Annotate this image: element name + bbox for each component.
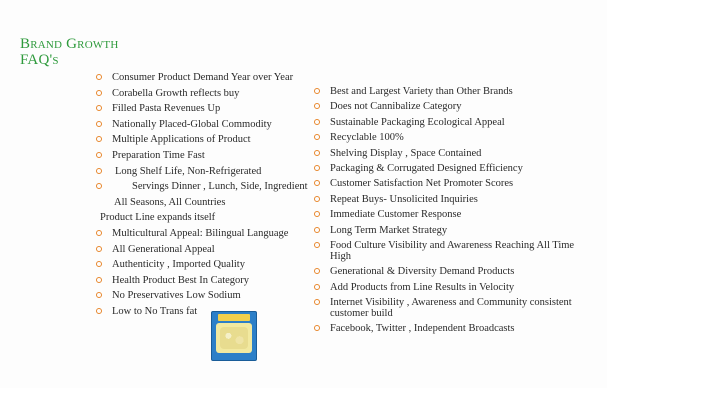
list-item: Shelving Display , Space Contained [314,148,586,159]
bullet-icon [96,121,102,127]
list-item: Best and Largest Variety than Other Brands [314,86,586,97]
list-item: Long Term Market Strategy [314,225,586,236]
list-item: All Generational Appeal [96,244,320,255]
list-item: Health Product Best In Category [96,275,320,286]
bullet-icon [96,183,102,189]
bullet-icon [314,150,320,156]
bullet-icon [314,268,320,274]
list-item: All Seasons, All Countries [114,196,226,208]
list-item: Multiple Applications of Product [96,134,320,145]
list-item: Add Products from Line Results in Velocity [314,282,586,293]
list-item: Nationally Placed-Global Commodity [96,119,320,130]
bullet-icon [96,292,102,298]
list-item: Authenticity , Imported Quality [96,259,320,270]
slide-title [20,36,118,68]
list-item: Facebook, Twitter , Independent Broadcasts [314,323,586,334]
list-item: Does not Cannibalize Category [314,101,586,112]
list-item: Immediate Customer Response [314,209,586,220]
list-item: Filled Pasta Revenues Up [96,103,320,114]
list-item: Long Shelf Life, Non-Refrigerated [96,166,320,177]
list-item: Customer Satisfaction Net Promoter Scores [314,178,586,189]
package-label [218,314,250,321]
right-bullet-list [314,86,586,339]
bullet-icon [314,119,320,125]
list-item: No Preservatives Low Sodium [96,290,320,301]
list-item: Product Line expands itself [100,212,216,224]
list-item: Servings Dinner , Lunch, Side, Ingredient [96,181,320,192]
bullet-icon [314,325,320,331]
bullet-icon [314,88,320,94]
bullet-icon [314,165,320,171]
bullet-icon [314,242,320,248]
bullet-icon [96,136,102,142]
bullet-icon [96,152,102,158]
list-item: Generational & Diversity Demand Products [314,266,586,277]
list-item: Consumer Product Demand Year over Year [96,72,320,83]
list-item: Internet Visibility , Awareness and Community consistent customer build [314,297,586,319]
package-pasta [220,327,248,349]
bullet-icon [314,211,320,217]
bullet-icon [96,105,102,111]
list-item: Food Culture Visibility and Awareness Reaching All Time High [314,240,586,262]
bullet-icon [314,227,320,233]
bullet-icon [96,74,102,80]
title-line-1: Brand Growth [20,36,119,52]
list-item: Preparation Time Fast [96,150,320,161]
bullet-icon [96,277,102,283]
bullet-icon [96,246,102,252]
bullet-icon [314,103,320,109]
list-item: Corabella Growth reflects buy [96,88,320,99]
list-item: Repeat Buys- Unsolicited Inquiries [314,194,586,205]
pasta-package-icon [211,311,257,361]
bullet-icon [314,134,320,140]
left-bullet-list [96,72,320,322]
bullet-icon [96,261,102,267]
bullet-icon [96,90,102,96]
list-item: Multicultural Appeal: Bilingual Language [96,228,320,239]
bullet-icon [96,230,102,236]
bullet-icon [96,168,102,174]
bullet-icon [314,196,320,202]
list-item: Sustainable Packaging Ecological Appeal [314,117,586,128]
bullet-icon [96,308,102,314]
list-item: Low to No Trans fat [96,306,320,317]
bullet-icon [314,180,320,186]
list-item: Recyclable 100% [314,132,586,143]
bullet-icon [314,284,320,290]
list-item: Packaging & Corrugated Designed Efficiency [314,163,586,174]
bullet-icon [314,299,320,305]
title-line-2: FAQ's [20,52,59,68]
